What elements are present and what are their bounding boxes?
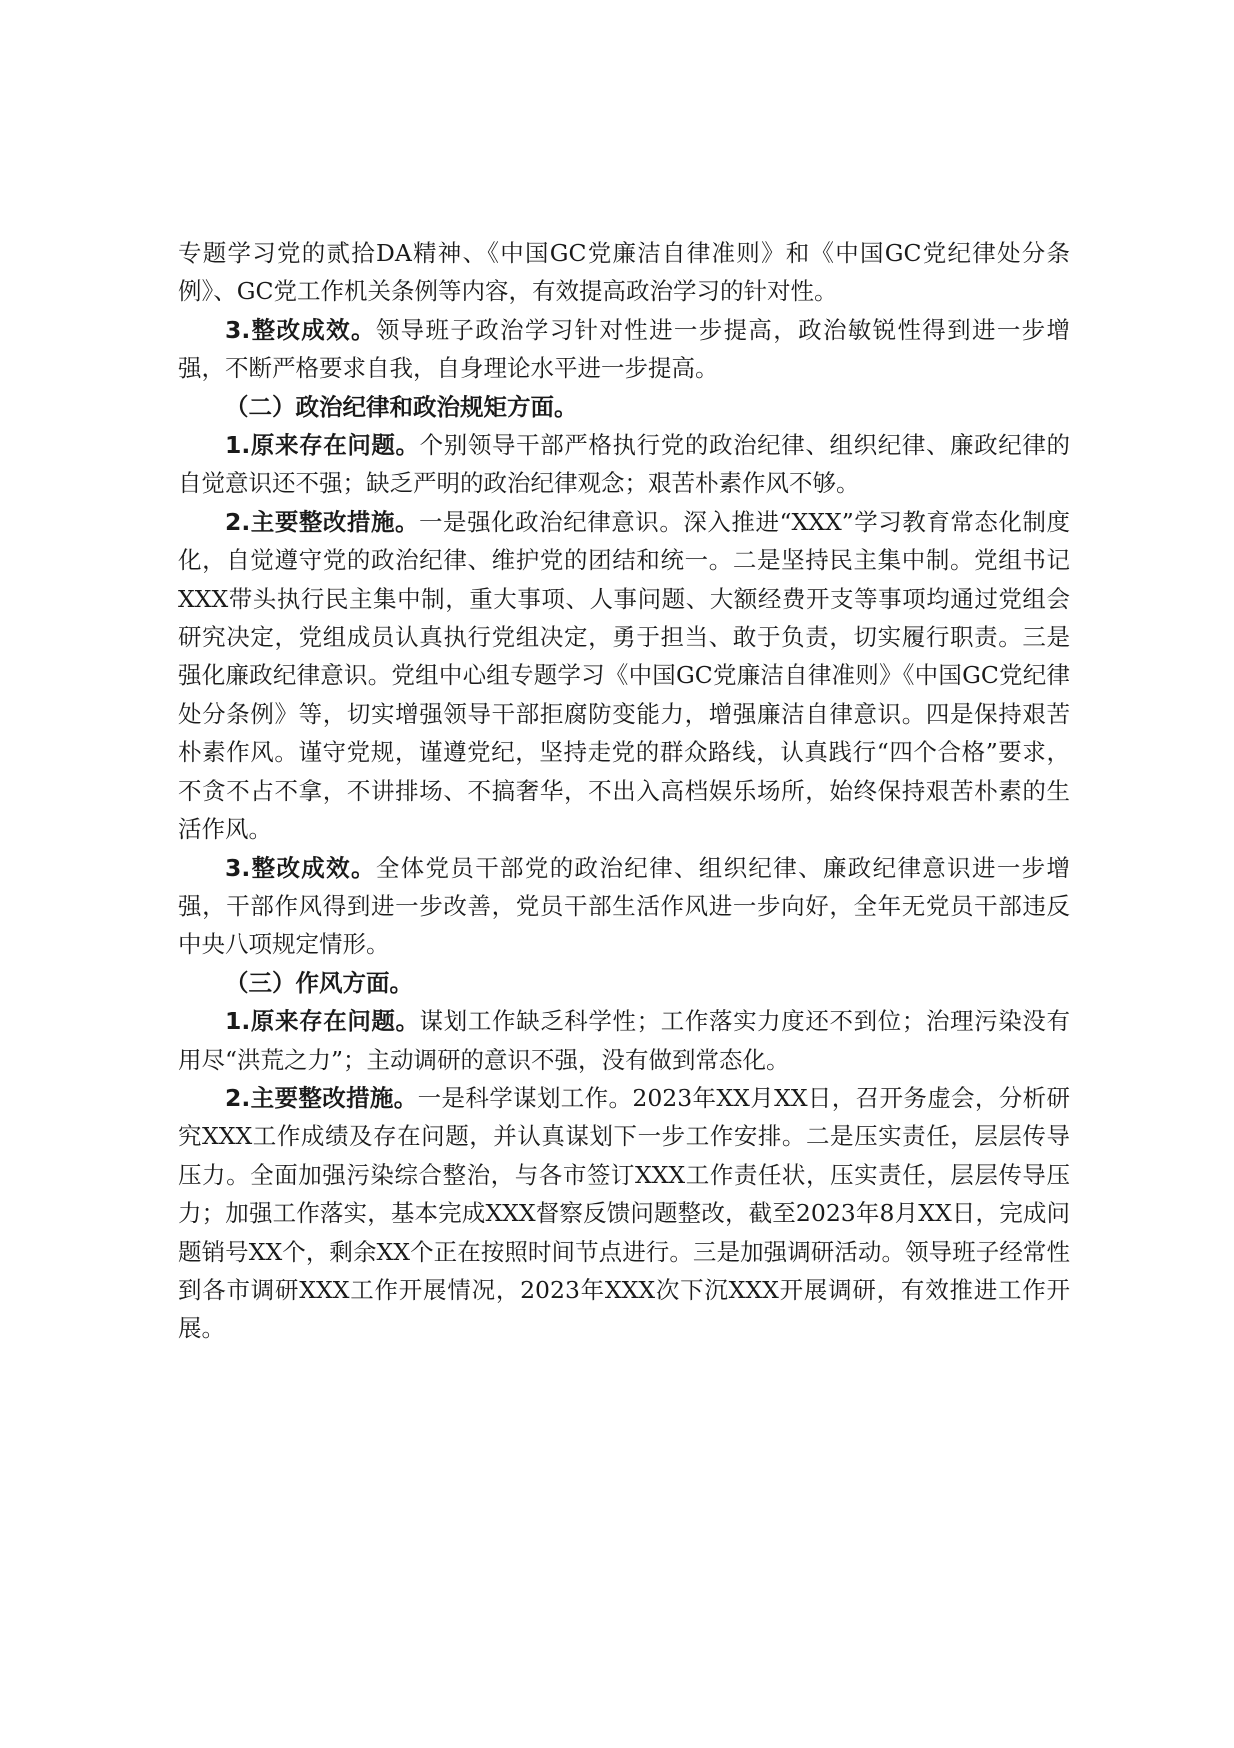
paragraph-text: 一是强化政治纪律意识。深入推进“XXX”学习教育常态化制度化，自觉遵守党的政治纪律、维护党的团结和统一。二是坚持民主集中制。党组书记XXX带头执行民主集中制，重大事项、人事问题、大额经费开支等事项均通过党组会研究决定，党组成员认真执行党组决定，勇于担当、敢于负责，切实履行职责。三是强化廉政纪律意识。党组中心组专题学习《中国GC党廉洁自律准则》《中国GC党纪律处分条例》等，切实增强领导干部拒腐防变能力，增强廉洁自律意识。四是保持艰苦朴素作风。谨守党规，谨遵党纪，坚持走党的群众路线，认真践行“四个合格”要求，不贪不占不拿，不讲排场、不搞奢华，不出入高档娱乐场所，始终保持艰苦朴素的生活作风。	[178, 507, 1070, 844]
section-heading-3: （三）作风方面。	[225, 968, 413, 997]
paragraph-text: 领导班子政治学习针对性进一步提高，政治敏锐性得到进一步增强，不断严格要求自我，自身理论水平进一步提高。	[178, 315, 1071, 383]
paragraph-lead: 2.主要整改措施。	[225, 507, 420, 536]
paragraph-item-2-3-results	[178, 849, 1070, 964]
paragraph-lead: 1.原来存在问题。	[225, 431, 420, 460]
document-page	[178, 234, 1070, 1348]
paragraph-text: 全体党员干部党的政治纪律、组织纪律、廉政纪律意识进一步增强，干部作风得到进一步改善，党员干部生活作风进一步向好，全年无党员干部违反中央八项规定情形。	[178, 853, 1071, 959]
paragraph-lead: 3.整改成效。	[225, 853, 376, 882]
paragraph-lead: 1.原来存在问题。	[225, 1007, 420, 1036]
section-heading-2: （二）政治纪律和政治规矩方面。	[225, 392, 578, 421]
paragraph-lead: 3.整改成效。	[225, 315, 376, 344]
paragraph-item-1-3-results	[178, 311, 1070, 388]
paragraph-item-2-1-problems	[178, 426, 1070, 503]
paragraph-continuation	[178, 234, 1070, 311]
paragraph-text: 谋划工作缺乏科学性；工作落实力度还不到位；治理污染没有用尽“洪荒之力”；主动调研的意识不强，没有做到常态化。	[178, 1007, 1070, 1074]
paragraph-item-2-2-measures	[178, 503, 1070, 849]
paragraph-text: 个别领导干部严格执行党的政治纪律、组织纪律、廉政纪律的自觉意识还不强；缺乏严明的政治纪律观念；艰苦朴素作风不够。	[178, 431, 1070, 498]
paragraph-item-3-1-problems	[178, 1002, 1070, 1079]
paragraph-item-3-2-measures	[178, 1079, 1070, 1348]
paragraph-text: 专题学习党的贰拾DA精神、《中国GC党廉洁自律准则》和《中国GC党纪律处分条例》、GC党工作机关条例等内容，有效提高政治学习的针对性。	[178, 239, 1070, 306]
paragraph-text: 一是科学谋划工作。2023年XX月XX日，召开务虚会，分析研究XXX工作成绩及存在问题，并认真谋划下一步工作安排。二是压实责任，层层传导压力。全面加强污染综合整治，与各市签订XXX工作责任状，压实责任，层层传导压力；加强工作落实，基本完成XXX督察反馈问题整改，截至2023年8月XX日，完成问题销号XX个，剩余XX个正在按照时间节点进行。三是加强调研活动。领导班子经常性到各市调研XXX工作开展情况，2023年XXX次下沉XXX开展调研，有效推进工作开展。	[178, 1083, 1070, 1343]
paragraph-lead: 2.主要整改措施。	[225, 1083, 418, 1112]
